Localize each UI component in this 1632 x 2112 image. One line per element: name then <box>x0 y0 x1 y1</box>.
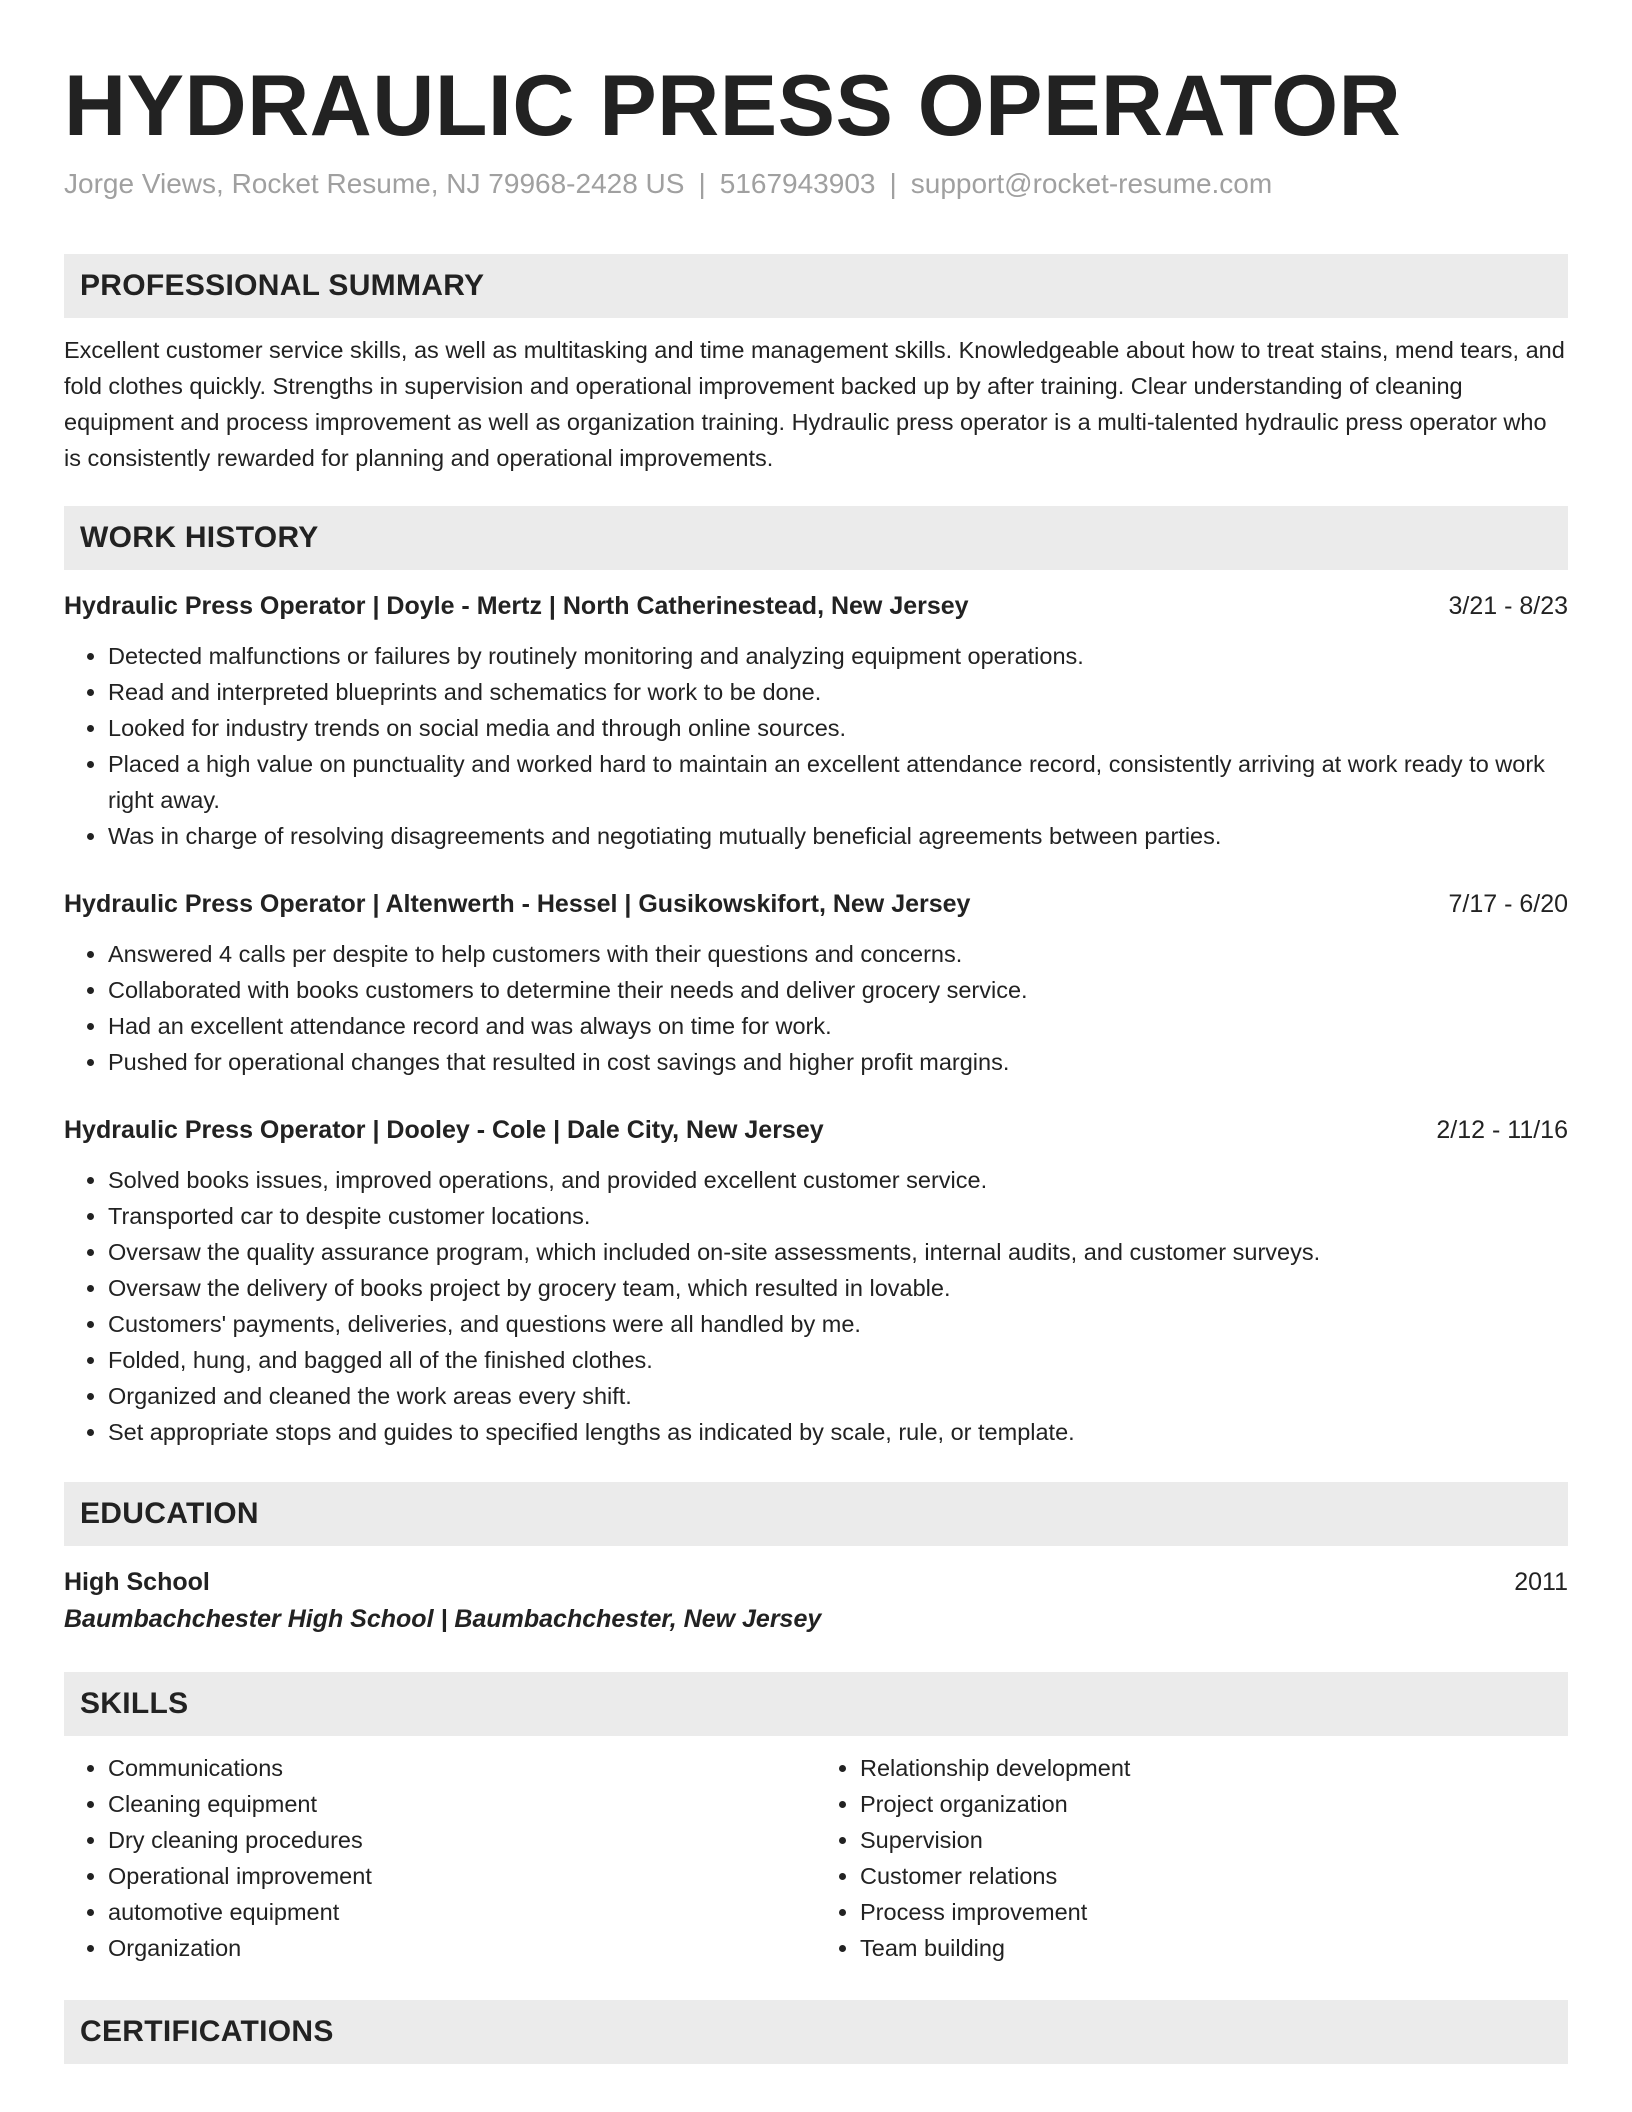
job-header <box>64 1112 1568 1148</box>
contact-separator: | <box>698 168 706 199</box>
candidate-title: HYDRAULIC PRESS OPERATOR <box>64 58 1402 154</box>
job-title: Hydraulic Press Operator | Doyle - Mertz | North Catherinestead, New Jersey <box>64 592 969 620</box>
contact-address: Jorge Views, Rocket Resume, NJ 79968-2428 US <box>64 168 685 199</box>
skill-item: • Team building <box>860 1930 1568 1966</box>
job-bullet: • Customers' payments, deliveries, and questions were all handled by me. <box>108 1306 1568 1342</box>
education-heading: EDUCATION <box>64 1482 1568 1546</box>
job-entry <box>64 886 1568 1080</box>
skill-item: • Process improvement <box>860 1894 1568 1930</box>
skills-heading: SKILLS <box>64 1672 1568 1736</box>
job-bullet: • Set appropriate stops and guides to specified lengths as indicated by scale, rule, or template. <box>108 1414 1568 1450</box>
skill-item: • Customer relations <box>860 1858 1568 1894</box>
skill-item: • Project organization <box>860 1786 1568 1822</box>
job-bullet: • Placed a high value on punctuality and worked hard to maintain an excellent attendance record, consistently arriving at work ready to work right away. <box>108 746 1568 818</box>
contact-phone: 5167943903 <box>719 168 876 199</box>
job-bullet: • Had an excellent attendance record and was always on time for work. <box>108 1008 1568 1044</box>
job-header <box>64 588 1568 624</box>
job-dates: 3/21 - 8/23 <box>1448 592 1568 620</box>
skill-item: • automotive equipment <box>108 1894 816 1930</box>
skill-item: • Communications <box>108 1750 816 1786</box>
summary-text: Excellent customer service skills, as well as multitasking and time management skills. Knowledgeable about how to treat stains, mend tears, and fold clothes quickly. Strengths in supervision and operational improvement backed up by after training. Clear understanding of cleaning equipment and process improvement as well as organization training. Hydraulic press operator is a multi-talented hydraulic press operator who is consistently rewarded for planning and operational improvements. <box>64 337 1565 471</box>
job-bullets <box>64 936 1568 1080</box>
certifications-heading: CERTIFICATIONS <box>64 2000 1568 2064</box>
job-bullet: • Oversaw the quality assurance program, which included on-site assessments, internal audits, and customer surveys. <box>108 1234 1568 1270</box>
job-bullet: • Looked for industry trends on social media and through online sources. <box>108 710 1568 746</box>
contact-line <box>64 166 1568 202</box>
job-bullet: • Read and interpreted blueprints and schematics for work to be done. <box>108 674 1568 710</box>
job-bullet: • Organized and cleaned the work areas every shift. <box>108 1378 1568 1414</box>
work-history-heading: WORK HISTORY <box>64 506 1568 570</box>
education-school: Baumbachchester High School | Baumbachchester, New Jersey <box>64 1605 822 1633</box>
skill-item: • Cleaning equipment <box>108 1786 816 1822</box>
job-entry <box>64 1112 1568 1450</box>
skills-columns <box>64 1750 1568 1966</box>
contact-email: support@rocket-resume.com <box>910 168 1273 199</box>
contact-separator: | <box>889 168 897 199</box>
job-bullet: • Answered 4 calls per despite to help customers with their questions and concerns. <box>108 936 1568 972</box>
education-entry <box>64 1564 1568 1600</box>
job-bullet: • Pushed for operational changes that resulted in cost savings and higher profit margins. <box>108 1044 1568 1080</box>
summary-heading: PROFESSIONAL SUMMARY <box>64 254 1568 318</box>
job-bullet: • Detected malfunctions or failures by routinely monitoring and analyzing equipment operations. <box>108 638 1568 674</box>
education-degree: High School <box>64 1568 210 1596</box>
skill-item: • Dry cleaning procedures <box>108 1822 816 1858</box>
job-bullet: • Folded, hung, and bagged all of the finished clothes. <box>108 1342 1568 1378</box>
job-bullet: • Was in charge of resolving disagreements and negotiating mutually beneficial agreements between parties. <box>108 818 1568 854</box>
job-entry <box>64 588 1568 854</box>
job-dates: 7/17 - 6/20 <box>1448 890 1568 918</box>
job-bullets <box>64 1162 1568 1450</box>
skill-item: • Operational improvement <box>108 1858 816 1894</box>
job-bullet: • Collaborated with books customers to determine their needs and deliver grocery service. <box>108 972 1568 1008</box>
skill-item: • Organization <box>108 1930 816 1966</box>
education-year: 2011 <box>1514 1568 1568 1596</box>
job-title: Hydraulic Press Operator | Altenwerth - Hessel | Gusikowskifort, New Jersey <box>64 890 971 918</box>
skills-list-right <box>816 1750 1568 1966</box>
job-bullets <box>64 638 1568 854</box>
job-bullet: • Transported car to despite customer locations. <box>108 1198 1568 1234</box>
job-bullet: • Oversaw the delivery of books project by grocery team, which resulted in lovable. <box>108 1270 1568 1306</box>
skill-item: • Supervision <box>860 1822 1568 1858</box>
job-dates: 2/12 - 11/16 <box>1436 1116 1568 1144</box>
skill-item: • Relationship development <box>860 1750 1568 1786</box>
job-header <box>64 886 1568 922</box>
job-title: Hydraulic Press Operator | Dooley - Cole | Dale City, New Jersey <box>64 1116 824 1144</box>
skills-list-left <box>64 1750 816 1966</box>
job-bullet: • Solved books issues, improved operations, and provided excellent customer service. <box>108 1162 1568 1198</box>
